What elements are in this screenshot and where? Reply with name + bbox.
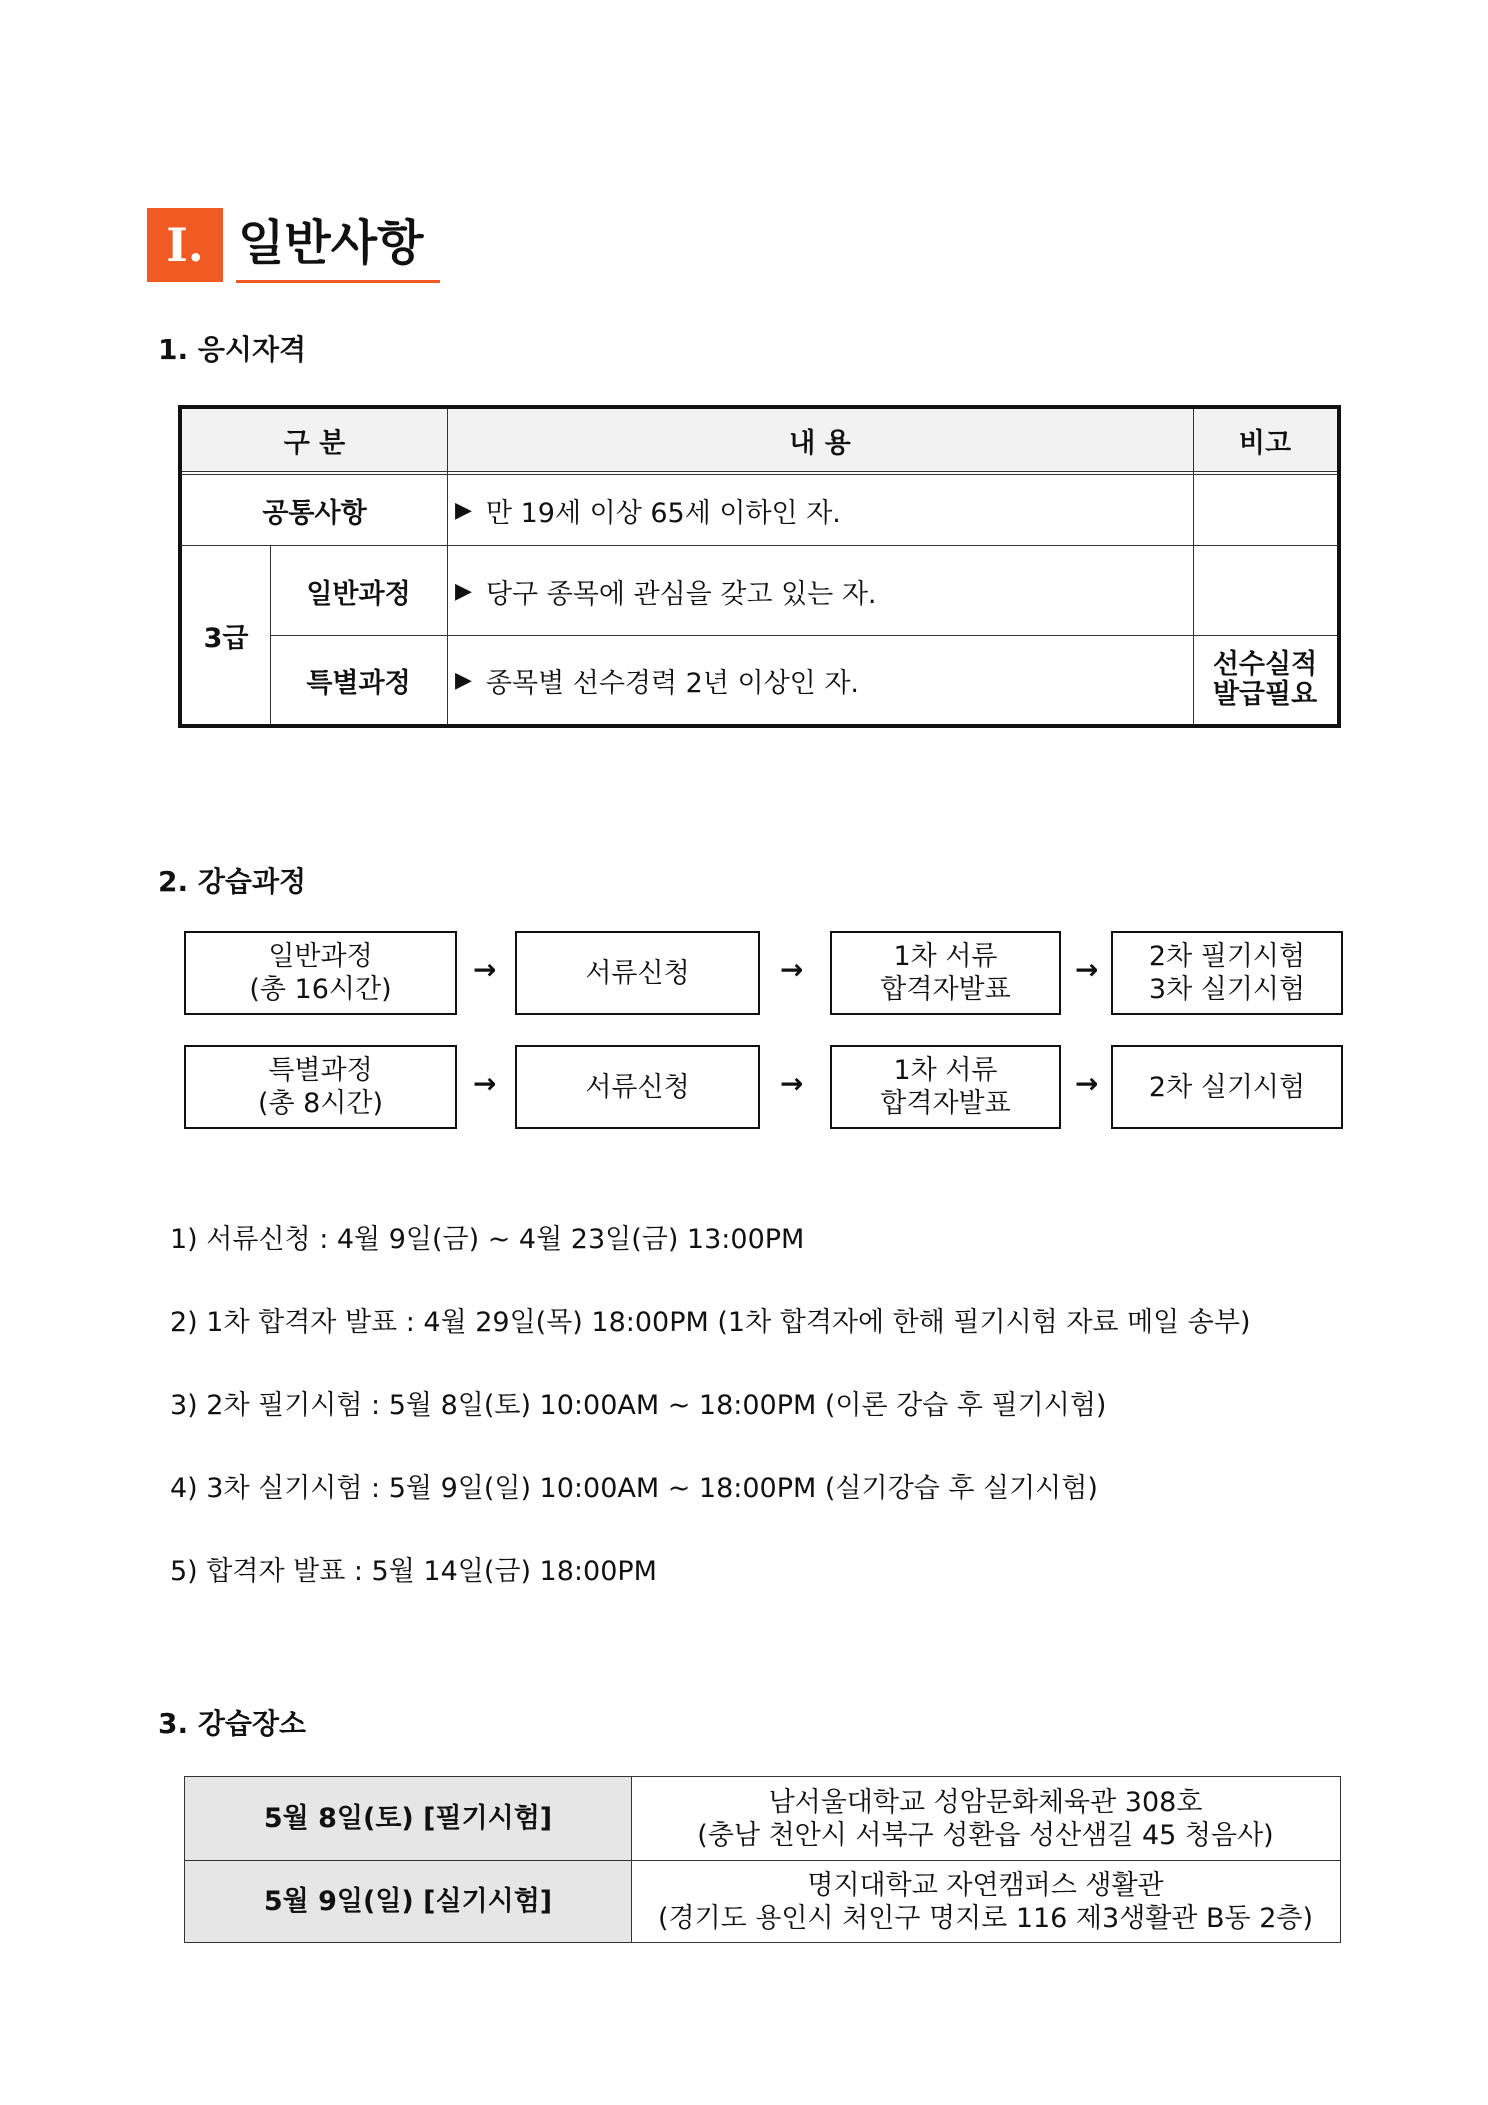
flow-step-exams-line2: 3차 실기시험 — [1148, 974, 1306, 1005]
row-common-content — [447, 475, 1193, 545]
schedule-item-4: 4) 3차 실기시험 : 5월 9일(일) 10:00AM ~ 18:00PM (실기강습 후 실기시험) — [170, 1473, 1098, 1504]
venue-written-name: 남서울대학교 성암문화체육관 308호 — [768, 1786, 1203, 1818]
row-common-label: 공통사항 — [262, 497, 367, 529]
col-divider — [270, 545, 271, 724]
flow-step-exams — [1111, 931, 1343, 1015]
grade-label: 3급 — [203, 622, 249, 654]
flow-step-first-result — [830, 1045, 1061, 1129]
flow-arrow-icon: → — [780, 1067, 804, 1100]
venue-label-practical: 5월 9일(일) [실기시험] — [185, 1861, 631, 1942]
section-title: 일반사항 — [238, 215, 424, 271]
flow-step-practical-exam: 2차 실기시험 — [1111, 1045, 1343, 1129]
row-divider — [185, 1860, 1340, 1861]
flow-step-first-result-line2: 합격자발표 — [880, 1088, 1011, 1119]
schedule-item-1: 1) 서류신청 : 4월 9일(금) ~ 4월 23일(금) 13:00PM — [170, 1224, 805, 1255]
row-special-note-line2: 발급필요 — [1212, 679, 1318, 710]
schedule-item-5: 5) 합격자 발표 : 5월 14일(금) 18:00PM — [170, 1556, 657, 1587]
section-number-badge: Ⅰ. — [147, 208, 223, 282]
header-divider-bottom — [182, 474, 1337, 475]
row-special-note — [1193, 636, 1337, 724]
row-general-note — [1193, 546, 1337, 636]
subheading-venue: 3. 강습장소 — [158, 1707, 307, 1740]
flow-course-general-line2: (총 16시간) — [249, 974, 392, 1005]
flow-step-first-result-line1: 1차 서류 — [893, 1055, 998, 1086]
venue-table — [184, 1776, 1341, 1943]
row-general-content — [447, 546, 1193, 636]
row-divider — [270, 635, 1337, 636]
col-divider — [447, 409, 448, 724]
flow-step-application: 서류신청 — [515, 931, 760, 1015]
flow-arrow-icon: → — [473, 1067, 497, 1100]
flow-arrow-icon: → — [780, 953, 804, 986]
venue-label-written: 5월 8일(토) [필기시험] — [185, 1777, 631, 1860]
flow-step-first-result-line1: 1차 서류 — [893, 941, 998, 972]
flow-step-first-result — [830, 931, 1061, 1015]
flow-course-special — [184, 1045, 457, 1129]
bullet-triangle-icon: ▶ — [455, 667, 472, 693]
flow-course-general — [184, 931, 457, 1015]
venue-detail-practical — [631, 1861, 1340, 1942]
header-content: 내 용 — [447, 409, 1193, 471]
subheading-qualifications: 1. 응시자격 — [158, 333, 307, 366]
row-special-label: 특별과정 — [306, 667, 411, 699]
bullet-triangle-icon: ▶ — [455, 497, 472, 523]
flow-step-application: 서류신청 — [515, 1045, 760, 1129]
venue-practical-address: (경기도 용인시 처인구 명지로 116 제3생활관 B동 2층) — [657, 1902, 1314, 1934]
row-divider — [182, 545, 1337, 546]
venue-practical-name: 명지대학교 자연캠퍼스 생활관 — [807, 1869, 1164, 1901]
flow-step-exams-line1: 2차 필기시험 — [1148, 941, 1306, 972]
row-common-note — [1193, 475, 1337, 545]
schedule-item-2: 2) 1차 합격자 발표 : 4월 29일(목) 18:00PM (1차 합격자에 한해 필기시험 자료 메일 송부) — [170, 1307, 1251, 1338]
header-divider-top — [182, 471, 1337, 472]
section-title-underline — [236, 280, 440, 283]
row-special-content — [447, 636, 1193, 724]
col-divider — [1193, 409, 1194, 724]
flow-arrow-icon: → — [473, 953, 497, 986]
schedule-item-3: 3) 2차 필기시험 : 5월 8일(토) 10:00AM ~ 18:00PM (이론 강습 후 필기시험) — [170, 1390, 1107, 1421]
row-special-note-line1: 선수실적 — [1212, 649, 1318, 680]
flow-course-special-line2: (총 8시간) — [257, 1088, 384, 1119]
col-divider — [631, 1777, 632, 1942]
row-general-label: 일반과정 — [306, 578, 411, 610]
bullet-triangle-icon: ▶ — [455, 578, 472, 604]
row-common-text: 만 19세 이상 65세 이하인 자. — [485, 497, 841, 529]
subheading-course: 2. 강습과정 — [158, 865, 307, 898]
flow-course-special-line1: 특별과정 — [268, 1055, 373, 1086]
row-general-text: 당구 종목에 관심을 갖고 있는 자. — [485, 578, 877, 610]
venue-written-address: (충남 천안시 서북구 성환읍 성산샘길 45 청음사) — [697, 1819, 1274, 1851]
row-special-text: 종목별 선수경력 2년 이상인 자. — [485, 667, 859, 699]
venue-detail-written — [631, 1777, 1340, 1860]
flow-course-general-line1: 일반과정 — [268, 941, 373, 972]
flow-arrow-icon: → — [1075, 1067, 1099, 1100]
header-category: 구 분 — [182, 409, 447, 471]
qualification-table — [178, 405, 1341, 728]
flow-arrow-icon: → — [1075, 953, 1099, 986]
header-note: 비고 — [1193, 409, 1337, 471]
flow-step-first-result-line2: 합격자발표 — [880, 974, 1011, 1005]
